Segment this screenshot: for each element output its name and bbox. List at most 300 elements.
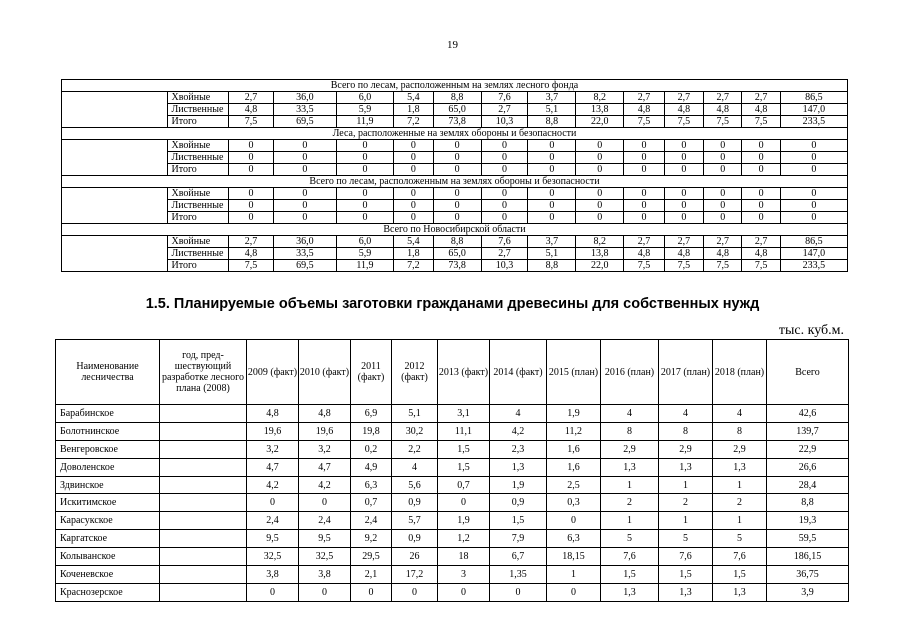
- table-cell: 2,9: [601, 440, 659, 458]
- table-cell: 8,8: [433, 92, 481, 104]
- row-label: Хвойные: [168, 188, 229, 200]
- table-cell: 4,8: [742, 248, 780, 260]
- table-cell: 1,3: [601, 583, 659, 601]
- table-cell: 1,8: [394, 104, 433, 116]
- table-cell: 0: [394, 152, 433, 164]
- table-cell: 1,5: [490, 512, 547, 530]
- table-row: [62, 92, 848, 104]
- table-cell: 5,7: [392, 512, 438, 530]
- table-cell: 0: [481, 164, 528, 176]
- table-row: [62, 140, 848, 152]
- table-cell: [160, 583, 247, 601]
- column-header: 2018 (план): [713, 340, 767, 405]
- table-cell: 0: [664, 140, 703, 152]
- table-cell: 8,8: [767, 494, 849, 512]
- table-cell: 0: [336, 200, 394, 212]
- table-cell: 7,5: [624, 260, 664, 272]
- table-cell: 3: [438, 566, 490, 584]
- forestry-name: Барабинское: [56, 405, 160, 423]
- table-cell: 0: [704, 212, 742, 224]
- table-cell: 186,15: [767, 548, 849, 566]
- column-header: 2013 (факт): [438, 340, 490, 405]
- table-cell: 32,5: [247, 548, 299, 566]
- table-cell: 5,4: [394, 236, 433, 248]
- table-cell: 36,75: [767, 566, 849, 584]
- table-cell: 4,8: [624, 248, 664, 260]
- table-cell: 36,0: [273, 236, 336, 248]
- section-title: Леса, расположенные на землях обороны и безопасности: [62, 128, 848, 140]
- table-row: [62, 200, 848, 212]
- table-cell: 19,3: [767, 512, 849, 530]
- table-cell: 0: [433, 164, 481, 176]
- table-cell: [160, 548, 247, 566]
- table-cell: 0: [576, 164, 624, 176]
- table-cell: 0: [229, 140, 274, 152]
- table-cell: 0: [664, 152, 703, 164]
- table-cell: 1,6: [547, 458, 601, 476]
- table-cell: 0: [576, 188, 624, 200]
- table-cell: 30,2: [392, 422, 438, 440]
- table-cell: 5,1: [392, 405, 438, 423]
- table-cell: 0: [704, 140, 742, 152]
- table-cell: 0: [394, 164, 433, 176]
- table-cell: 6,9: [351, 405, 392, 423]
- table-cell: 0: [336, 188, 394, 200]
- table-cell: 4,7: [247, 458, 299, 476]
- section-heading: 1.5. Планируемые объемы заготовки гражданами древесины для собственных нужд: [145, 296, 760, 312]
- table-cell: 1: [713, 476, 767, 494]
- table-cell: 0,9: [490, 494, 547, 512]
- table-cell: 0: [481, 212, 528, 224]
- table-cell: 0: [481, 200, 528, 212]
- table-cell: 8,8: [528, 260, 576, 272]
- table-cell: 86,5: [780, 92, 847, 104]
- table-row: [56, 422, 849, 440]
- table-cell: 0: [273, 140, 336, 152]
- table-cell: 2,4: [299, 512, 351, 530]
- table-cell: 1,5: [713, 566, 767, 584]
- table-row: [56, 476, 849, 494]
- table-cell: 147,0: [780, 104, 847, 116]
- table-cell: 2,7: [624, 236, 664, 248]
- table-cell: 2,9: [713, 440, 767, 458]
- table-cell: 3,8: [247, 566, 299, 584]
- table-cell: 1: [547, 566, 601, 584]
- table-cell: 0: [780, 152, 847, 164]
- table-cell: 2,2: [392, 440, 438, 458]
- table-cell: 1,5: [438, 458, 490, 476]
- table-cell: 2: [659, 494, 713, 512]
- table-cell: 7,5: [624, 116, 664, 128]
- table-cell: 0: [273, 164, 336, 176]
- table-cell: 4,8: [229, 248, 274, 260]
- table-cell: 0: [780, 164, 847, 176]
- table-cell: 4,9: [351, 458, 392, 476]
- table-cell: 19,6: [247, 422, 299, 440]
- table-cell: 5,1: [528, 248, 576, 260]
- table-row: [62, 212, 848, 224]
- table-cell: 4,8: [742, 104, 780, 116]
- table-cell: 0,9: [392, 494, 438, 512]
- column-header: 2009 (факт): [247, 340, 299, 405]
- table-cell: 0: [624, 212, 664, 224]
- table-cell: 7,5: [742, 260, 780, 272]
- forestry-name: Краснозерское: [56, 583, 160, 601]
- table-cell: 0: [481, 152, 528, 164]
- column-header: 2011 (факт): [351, 340, 392, 405]
- table-cell: 4: [601, 405, 659, 423]
- table-cell: 1,3: [713, 583, 767, 601]
- table-cell: 5,4: [394, 92, 433, 104]
- table-cell: 0: [394, 212, 433, 224]
- units-label: тыс. куб.м.: [778, 323, 844, 338]
- table-cell: 0: [481, 140, 528, 152]
- table-cell: 0: [664, 164, 703, 176]
- table-cell: 8: [659, 422, 713, 440]
- table-cell: 1,6: [547, 440, 601, 458]
- table-cell: 3,1: [438, 405, 490, 423]
- table-cell: 1,8: [394, 248, 433, 260]
- table-cell: 7,5: [229, 260, 274, 272]
- table-cell: 9,2: [351, 530, 392, 548]
- table-cell: 2,7: [229, 236, 274, 248]
- table-cell: 0: [624, 140, 664, 152]
- table-cell: 7,2: [394, 260, 433, 272]
- column-header: 2014 (факт): [490, 340, 547, 405]
- table-cell: 1: [713, 512, 767, 530]
- table-cell: 4,2: [247, 476, 299, 494]
- table-cell: 0: [547, 583, 601, 601]
- table-cell: 1,3: [659, 583, 713, 601]
- table-cell: 2,1: [351, 566, 392, 584]
- table-row: [56, 512, 849, 530]
- table-row: [62, 236, 848, 248]
- table-cell: 4,2: [490, 422, 547, 440]
- table-cell: 2,7: [664, 236, 703, 248]
- table-row: [56, 530, 849, 548]
- table-cell: 0: [780, 200, 847, 212]
- table-cell: 0: [336, 164, 394, 176]
- table-cell: 4,8: [664, 104, 703, 116]
- table-cell: 13,8: [576, 104, 624, 116]
- section-title-row: [62, 128, 848, 140]
- table-cell: 69,5: [273, 260, 336, 272]
- table-cell: 0: [576, 152, 624, 164]
- table-cell: 6,7: [490, 548, 547, 566]
- table-cell: 0: [576, 200, 624, 212]
- table-cell: 59,5: [767, 530, 849, 548]
- table-cell: 0: [273, 152, 336, 164]
- table-cell: 4,8: [664, 248, 703, 260]
- table-cell: 0: [229, 212, 274, 224]
- column-header: 2012 (факт): [392, 340, 438, 405]
- table-cell: 0: [229, 152, 274, 164]
- table-cell: 7,5: [664, 116, 703, 128]
- table-cell: 1,3: [490, 458, 547, 476]
- table-cell: 0,9: [392, 530, 438, 548]
- table-cell: 2,3: [490, 440, 547, 458]
- table-cell: 7,5: [664, 260, 703, 272]
- table-row: [56, 548, 849, 566]
- table-cell: 0: [742, 188, 780, 200]
- table-cell: 2,9: [659, 440, 713, 458]
- row-label: Лиственные: [168, 248, 229, 260]
- column-header: год, пред-шествующий разработке лесного плана (2008): [160, 340, 247, 405]
- table-cell: 0: [247, 494, 299, 512]
- table-cell: 1,9: [438, 512, 490, 530]
- table-cell: 18: [438, 548, 490, 566]
- table-cell: 0: [229, 200, 274, 212]
- section-title-row: [62, 176, 848, 188]
- table-cell: 0: [273, 212, 336, 224]
- table-cell: 0: [229, 188, 274, 200]
- table-cell: 19,8: [351, 422, 392, 440]
- forestry-name: Искитимское: [56, 494, 160, 512]
- table-cell: 0: [780, 212, 847, 224]
- table-row: [62, 260, 848, 272]
- section-title-row: [62, 224, 848, 236]
- table-cell: 4: [659, 405, 713, 423]
- table-cell: 0: [528, 212, 576, 224]
- table-cell: 0: [664, 200, 703, 212]
- table-cell: 6,0: [336, 236, 394, 248]
- table-cell: 8,8: [433, 236, 481, 248]
- column-header: 2017 (план): [659, 340, 713, 405]
- top-summary-table: [61, 79, 848, 272]
- table-cell: 4,8: [247, 405, 299, 423]
- table-cell: 8: [713, 422, 767, 440]
- table-cell: 0: [528, 152, 576, 164]
- table-cell: 0: [273, 188, 336, 200]
- table-cell: 4: [713, 405, 767, 423]
- table-cell: 4,8: [229, 104, 274, 116]
- spacer-cell: [62, 200, 168, 212]
- table-row: [62, 152, 848, 164]
- table-cell: 0: [742, 200, 780, 212]
- table-cell: 2,7: [229, 92, 274, 104]
- table-cell: 22,0: [576, 116, 624, 128]
- forestry-name: Коченевское: [56, 566, 160, 584]
- forestry-name: Венгеровское: [56, 440, 160, 458]
- spacer-cell: [62, 212, 168, 224]
- section-title: Всего по лесам, расположенным на землях лесного фонда: [62, 80, 848, 92]
- table-cell: 3,8: [299, 566, 351, 584]
- table-cell: 0: [336, 140, 394, 152]
- forestry-name: Болотнинское: [56, 422, 160, 440]
- table-cell: 8,2: [576, 92, 624, 104]
- spacer-cell: [62, 236, 168, 248]
- table-cell: 3,9: [767, 583, 849, 601]
- table-cell: 8,8: [528, 116, 576, 128]
- table-cell: 0: [433, 200, 481, 212]
- table-cell: 7,2: [394, 116, 433, 128]
- table-cell: 0: [490, 583, 547, 601]
- table-cell: 4: [490, 405, 547, 423]
- table-cell: 233,5: [780, 116, 847, 128]
- table-cell: 7,6: [601, 548, 659, 566]
- table-cell: 0: [704, 200, 742, 212]
- table-cell: 17,2: [392, 566, 438, 584]
- table-cell: 1: [659, 476, 713, 494]
- table-cell: 5: [713, 530, 767, 548]
- table-cell: 0: [351, 583, 392, 601]
- table-cell: 0: [704, 188, 742, 200]
- table-cell: 0: [528, 200, 576, 212]
- table-cell: 0: [624, 152, 664, 164]
- page-number: 19: [447, 39, 458, 51]
- section-title: Всего по лесам, расположенным на землях обороны и безопасности: [62, 176, 848, 188]
- table-cell: [160, 422, 247, 440]
- table-cell: 18,15: [547, 548, 601, 566]
- table-cell: 86,5: [780, 236, 847, 248]
- table-cell: 7,5: [704, 260, 742, 272]
- table-cell: 0,2: [351, 440, 392, 458]
- table-cell: 1,5: [659, 566, 713, 584]
- table-cell: [160, 512, 247, 530]
- table-cell: 7,9: [490, 530, 547, 548]
- table-cell: 0: [742, 140, 780, 152]
- table-row: [56, 566, 849, 584]
- table-cell: 8: [601, 422, 659, 440]
- table-cell: 1: [601, 512, 659, 530]
- row-label: Итого: [168, 212, 229, 224]
- column-header: Наименование лесничества: [56, 340, 160, 405]
- spacer-cell: [62, 260, 168, 272]
- table-cell: 0: [780, 140, 847, 152]
- table-cell: 10,3: [481, 260, 528, 272]
- table-cell: 10,3: [481, 116, 528, 128]
- table-cell: 1,9: [547, 405, 601, 423]
- table-cell: 29,5: [351, 548, 392, 566]
- table-cell: 0: [704, 152, 742, 164]
- spacer-cell: [62, 152, 168, 164]
- table-cell: 0: [742, 212, 780, 224]
- table-cell: 0: [336, 152, 394, 164]
- table-cell: 4,8: [299, 405, 351, 423]
- table-cell: 2,7: [624, 92, 664, 104]
- table-cell: 8,2: [576, 236, 624, 248]
- table-cell: 0: [229, 164, 274, 176]
- table-cell: 2,7: [481, 104, 528, 116]
- table-cell: 4,8: [704, 104, 742, 116]
- table-cell: 22,0: [576, 260, 624, 272]
- table-cell: 28,4: [767, 476, 849, 494]
- table-cell: 147,0: [780, 248, 847, 260]
- column-header: 2015 (план): [547, 340, 601, 405]
- table-cell: 5,9: [336, 104, 394, 116]
- table-cell: 0: [576, 212, 624, 224]
- table-cell: 1,3: [601, 458, 659, 476]
- table-cell: 11,1: [438, 422, 490, 440]
- table-cell: 0: [528, 164, 576, 176]
- table-cell: 65,0: [433, 248, 481, 260]
- table-cell: 2,7: [481, 248, 528, 260]
- table-cell: 6,3: [351, 476, 392, 494]
- table-cell: 0: [704, 164, 742, 176]
- table-cell: 2,4: [247, 512, 299, 530]
- table-row: [62, 116, 848, 128]
- table-cell: 6,3: [547, 530, 601, 548]
- table-cell: 4,7: [299, 458, 351, 476]
- table-cell: 11,2: [547, 422, 601, 440]
- table-cell: 2,7: [704, 92, 742, 104]
- table-cell: 33,5: [273, 104, 336, 116]
- table-row: [56, 458, 849, 476]
- table-cell: 7,6: [713, 548, 767, 566]
- row-label: Лиственные: [168, 104, 229, 116]
- table-cell: 2,7: [742, 92, 780, 104]
- table-cell: 3,7: [528, 92, 576, 104]
- table-cell: 0: [576, 140, 624, 152]
- table-cell: 19,6: [299, 422, 351, 440]
- table-row: [56, 583, 849, 601]
- table-cell: 7,6: [481, 92, 528, 104]
- row-label: Хвойные: [168, 92, 229, 104]
- table-cell: 0,7: [438, 476, 490, 494]
- table-cell: 4,8: [624, 104, 664, 116]
- table-cell: 7,5: [742, 116, 780, 128]
- table-cell: 3,2: [247, 440, 299, 458]
- row-label: Хвойные: [168, 236, 229, 248]
- row-label: Хвойные: [168, 140, 229, 152]
- table-row: [56, 405, 849, 423]
- table-cell: 1,35: [490, 566, 547, 584]
- table-cell: 0: [742, 152, 780, 164]
- table-cell: 233,5: [780, 260, 847, 272]
- forestry-name: Карасукское: [56, 512, 160, 530]
- table-header-row: [56, 340, 849, 405]
- forestry-name: Каргатское: [56, 530, 160, 548]
- table-cell: 5,9: [336, 248, 394, 260]
- table-cell: 6,0: [336, 92, 394, 104]
- table-cell: 0: [394, 140, 433, 152]
- table-cell: 42,6: [767, 405, 849, 423]
- table-cell: 2,7: [704, 236, 742, 248]
- table-cell: 73,8: [433, 116, 481, 128]
- table-cell: 33,5: [273, 248, 336, 260]
- table-cell: 0: [624, 164, 664, 176]
- table-cell: 36,0: [273, 92, 336, 104]
- table-cell: 2: [713, 494, 767, 512]
- table-cell: [160, 494, 247, 512]
- table-row: [62, 164, 848, 176]
- spacer-cell: [62, 92, 168, 104]
- row-label: Итого: [168, 116, 229, 128]
- spacer-cell: [62, 116, 168, 128]
- table-cell: [160, 405, 247, 423]
- table-cell: 11,9: [336, 260, 394, 272]
- table-cell: [160, 440, 247, 458]
- table-cell: 69,5: [273, 116, 336, 128]
- spacer-cell: [62, 188, 168, 200]
- table-cell: 4,8: [704, 248, 742, 260]
- table-cell: 139,7: [767, 422, 849, 440]
- table-cell: 2,5: [547, 476, 601, 494]
- table-cell: 2: [601, 494, 659, 512]
- spacer-cell: [62, 140, 168, 152]
- table-cell: 1,3: [659, 458, 713, 476]
- table-cell: 22,9: [767, 440, 849, 458]
- table-cell: 1,2: [438, 530, 490, 548]
- forestry-name: Колыванское: [56, 548, 160, 566]
- table-cell: 0: [392, 583, 438, 601]
- table-cell: 0,3: [547, 494, 601, 512]
- table-cell: 0: [664, 188, 703, 200]
- table-cell: 7,6: [659, 548, 713, 566]
- table-cell: 26: [392, 548, 438, 566]
- table-cell: 0: [433, 152, 481, 164]
- section-title: Всего по Новосибирской области: [62, 224, 848, 236]
